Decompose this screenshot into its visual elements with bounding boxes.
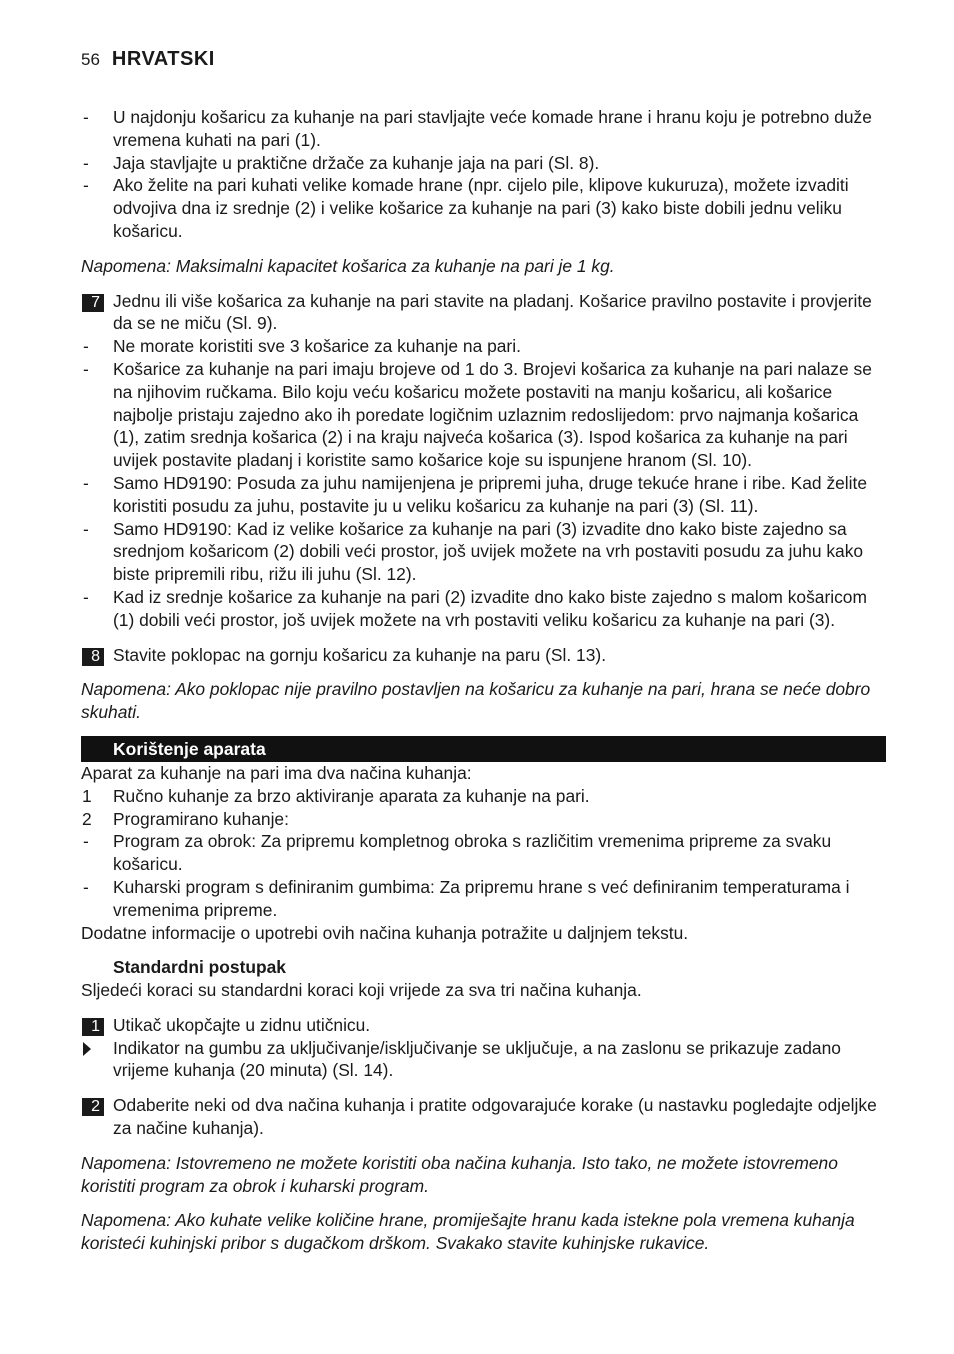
page-header — [81, 48, 215, 74]
bullet-text: Samo HD9190: Posuda za juhu namijenjena je pripremi juha, druge tekuće hrane i ribe. Kad želite koristiti posudu za juhu, postavite ju u veliku košaricu za kuhanje na pari (3) (Sl. 11). — [113, 472, 868, 516]
dash-marker: - — [83, 358, 89, 379]
dash-marker: - — [83, 831, 89, 852]
step-number-badge: 1 — [82, 1018, 104, 1036]
list-item — [81, 106, 886, 152]
section-outro: Dodatne informacije o upotrebi ovih načina kuhanja potražite u daljnjem tekstu. — [81, 922, 689, 943]
list-item — [81, 472, 886, 518]
dash-marker: - — [83, 175, 89, 196]
list-item — [81, 335, 886, 358]
list-item — [81, 152, 886, 175]
bullet-text: Ne morate koristiti sve 3 košarice za kuhanje na pari. — [113, 336, 521, 357]
bullet-text: Košarice za kuhanje na pari imaju brojeve od 1 do 3. Brojevi košarica za kuhanje na pari nalaze se na njihovim ručkama. Bilo koju veću košaricu možete postaviti na manju košaricu, ali košarice najbolje pristaju zajedno ako ih poredate logičnim uzlaznim redoslijedom: prvo najmanja košarica (1), zatim srednja košarica (2) i na kraju najveća košarica (3). Ispod košarica za kuhanje na pari uvijek postavite pladanj i koristite samo košarice koje su ispunjene hranom (Sl. 10). — [113, 358, 872, 471]
list-item — [81, 876, 886, 922]
standard-intro: Sljedeći koraci su standardni koraci koji vrijede za sva tri načina kuhanja. — [81, 980, 642, 1001]
list-item — [81, 586, 886, 632]
dash-marker: - — [83, 336, 89, 357]
step-8 — [81, 644, 886, 667]
step-number-badge: 2 — [82, 1098, 104, 1116]
bullet-text: Samo HD9190: Kad iz velike košarice za kuhanje na pari (3) izvadite dno kako biste zajedno sa srednjom košaricom (2) dobili veći prostor, još uvijek možete na vrh postaviti posudu za juhu kako biste pripremili ribu, rižu ili juhu (Sl. 12). — [113, 518, 864, 585]
step-2 — [81, 1094, 886, 1140]
step-text: Jednu ili više košarica za kuhanje na pari stavite na pladanj. Košarice pravilno postavite i provjerite da se ne miču (Sl. 9). — [113, 290, 872, 334]
dash-marker: - — [83, 152, 89, 173]
step-text: Odaberite neki od dva načina kuhanja i pratite odgovarajuće korake (u nastavku pogledajte odjeljke za načine kuhanja). — [113, 1095, 877, 1139]
section-heading: Korištenje aparata — [81, 736, 886, 762]
list-item — [81, 358, 886, 472]
step-text: Stavite poklopac na gornju košaricu za kuhanje na paru (Sl. 13). — [113, 644, 607, 665]
dash-marker: - — [83, 518, 89, 539]
dash-marker: - — [83, 876, 89, 897]
subheading: Standardni postupak — [113, 957, 286, 978]
item-text: Ručno kuhanje za brzo aktiviranje aparata za kuhanje na pari. — [113, 785, 590, 806]
bullet-text: Ako želite na pari kuhati velike komade hrane (npr. cijelo pile, klipove kukuruza), možete izvaditi odvojiva dna iz srednje (2) i velike košarice za kuhanje na pari (3) kako biste dobili jednu veliku košaricu. — [113, 175, 849, 241]
step-number-badge: 8 — [82, 648, 104, 666]
step-number-badge: 7 — [82, 294, 104, 312]
section-intro: Aparat za kuhanje na pari ima dva načina kuhanja: — [81, 762, 472, 783]
bullet-text: U najdonju košaricu za kuhanje na pari stavljajte veće komade hrane i hranu koju je potrebno duže vremena kuhati na pari (1). — [113, 107, 872, 150]
list-item — [81, 518, 886, 586]
list-item — [81, 830, 886, 876]
language-title: HRVATSKI — [111, 48, 215, 70]
page-content — [81, 106, 886, 1255]
bullet-text: Jaja stavljajte u praktične držače za kuhanje jaja na pari (Sl. 8). — [113, 152, 600, 173]
bullet-text: Program za obrok: Za pripremu kompletnog obroka s različitim vremenima pripreme za svaku košaricu. — [113, 831, 832, 875]
step-text: Utikač ukopčajte u zidnu utičnicu. — [113, 1014, 371, 1035]
step-1 — [81, 1014, 886, 1037]
note-lid: Napomena: Ako poklopac nije pravilno postavljen na košaricu za kuhanje na pari, hrana se neće dobro skuhati. — [81, 679, 871, 723]
note-stirring: Napomena: Ako kuhate velike količine hrane, promiješajte hranu kada istekne pola vremena kuhanja koristeći kuhinjski pribor s dugačkom drškom. Svakako stavite kuhinjske rukavice. — [81, 1210, 855, 1254]
item-number: 2 — [82, 808, 92, 829]
list-item — [81, 174, 886, 242]
numbered-item — [81, 785, 886, 808]
bullet-text: Kuharski program s definiranim gumbima: Za pripremu hrane s već definiranim temperaturama i vremenima pripreme. — [113, 876, 850, 920]
result-arrow-icon — [83, 1042, 91, 1056]
step-7 — [81, 290, 886, 336]
dash-marker: - — [83, 107, 89, 127]
dash-marker: - — [83, 586, 89, 607]
note-capacity: Napomena: Maksimalni kapacitet košarica za kuhanje na pari je 1 kg. — [81, 255, 615, 276]
note-modes: Napomena: Istovremeno ne možete koristiti oba načina kuhanja. Isto tako, ne možete istovremeno koristiti program za obrok i kuharski program. — [81, 1152, 838, 1196]
dash-marker: - — [83, 472, 89, 493]
item-number: 1 — [82, 785, 92, 806]
page-number: 56 — [81, 50, 100, 69]
item-text: Programirano kuhanje: — [113, 808, 289, 829]
bullet-text: Kad iz srednje košarice za kuhanje na pari (2) izvadite dno kako biste zajedno s malom košaricom (1) dobili veći prostor, još uvijek možete na vrh postaviti veliku košaricu za kuhanje na pari (3). — [113, 586, 867, 630]
result-text: Indikator na gumbu za uključivanje/isključivanje se uključuje, a na zaslonu se prikazuje zadano vrijeme kuhanja (20 minuta) (Sl. 14). — [113, 1037, 841, 1081]
result-item — [81, 1037, 886, 1083]
numbered-item — [81, 808, 886, 831]
